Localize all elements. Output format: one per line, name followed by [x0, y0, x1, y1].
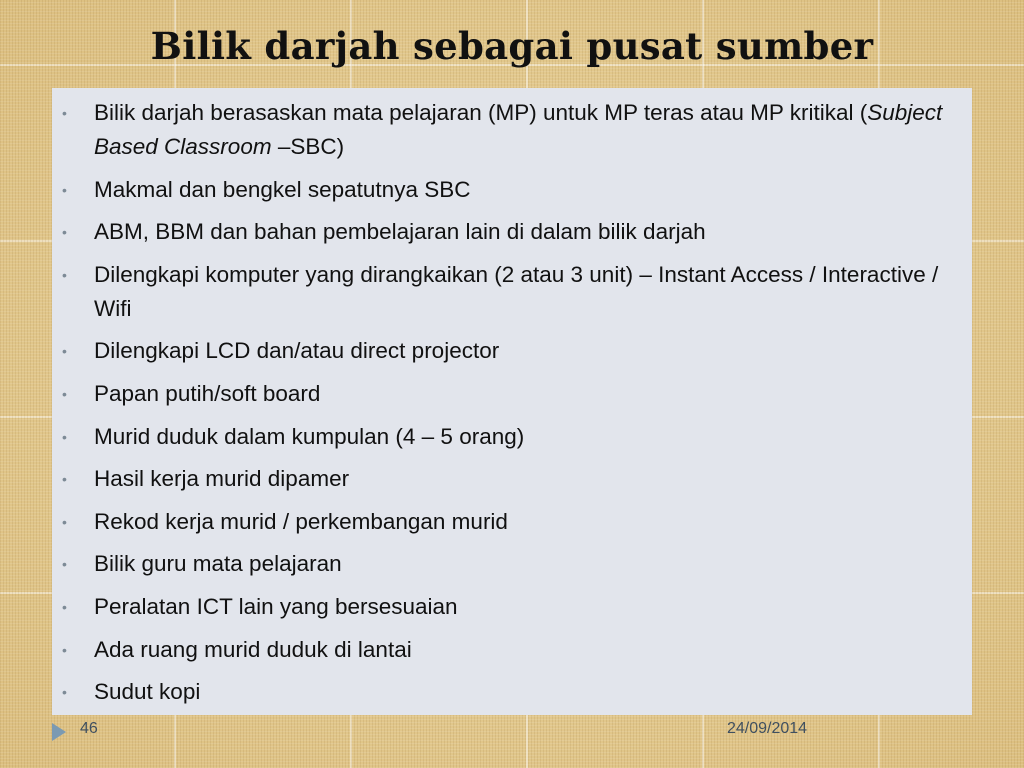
bullet-dot-icon: •: [62, 343, 67, 360]
list-item-text: Hasil kerja murid dipamer: [94, 466, 350, 492]
list-item-suffix: –SBC): [271, 134, 345, 159]
list-item-text: Murid duduk dalam kumpulan (4 – 5 orang): [94, 423, 525, 449]
list-item: [52, 334, 960, 368]
bullet-dot-icon: •: [62, 556, 67, 573]
list-item-text: Ada ruang murid duduk di lantai: [94, 636, 412, 662]
page-number: 46: [80, 720, 98, 737]
list-item: [52, 547, 960, 581]
triangle-right-icon: [52, 723, 66, 741]
list-item-text: Bilik darjah berasaskan mata pelajaran (MP) untuk MP teras atau MP kritikal (: [94, 100, 868, 125]
list-item: [52, 96, 960, 164]
list-item-text: Papan putih/soft board: [94, 380, 321, 406]
list-item-text: Sudut kopi: [94, 679, 201, 705]
list-item-text: Dilengkapi komputer yang dirangkaikan (2 atau 3 unit) – Instant Access / Interactive / Wifi: [94, 261, 939, 321]
bullet-dot-icon: •: [62, 385, 67, 402]
slide-footer: [0, 718, 1024, 744]
list-item: [52, 675, 960, 709]
bullet-dot-icon: •: [62, 105, 67, 121]
list-item-text: Rekod kerja murid / perkembangan murid: [94, 508, 508, 534]
list-item: [52, 505, 960, 539]
list-item-text: Makmal dan bengkel sepatutnya SBC: [94, 176, 471, 202]
bullet-dot-icon: •: [62, 428, 67, 445]
list-item: [52, 258, 960, 326]
list-item: [52, 377, 960, 411]
list-item-italic-text: Subject Based Classroom: [94, 100, 943, 159]
bullet-dot-icon: •: [62, 471, 67, 488]
bullet-dot-icon: •: [62, 684, 67, 701]
list-item: [52, 173, 960, 207]
list-item: [52, 462, 960, 496]
list-item-text: Peralatan ICT lain yang bersesuaian: [94, 593, 458, 619]
bullet-list: [52, 96, 960, 709]
footer-date: 24/09/2014: [727, 720, 808, 737]
bullet-dot-icon: •: [62, 641, 67, 658]
list-item-text: ABM, BBM dan bahan pembelajaran lain di dalam bilik darjah: [94, 219, 706, 245]
list-item: [52, 633, 960, 667]
list-item-text: Bilik guru mata pelajaran: [94, 551, 342, 577]
slide-title: Bilik darjah sebagai pusat sumber: [150, 24, 874, 68]
bullet-dot-icon: •: [62, 181, 67, 198]
list-item: [52, 590, 960, 624]
bullet-dot-icon: •: [62, 266, 67, 283]
bullet-dot-icon: •: [62, 224, 67, 241]
list-item: [52, 215, 960, 249]
content-panel: [52, 88, 972, 715]
list-item: [52, 420, 960, 454]
bullet-dot-icon: •: [62, 598, 67, 615]
list-item-text: Dilengkapi LCD dan/atau direct projector: [94, 338, 500, 364]
bullet-dot-icon: •: [62, 513, 67, 530]
